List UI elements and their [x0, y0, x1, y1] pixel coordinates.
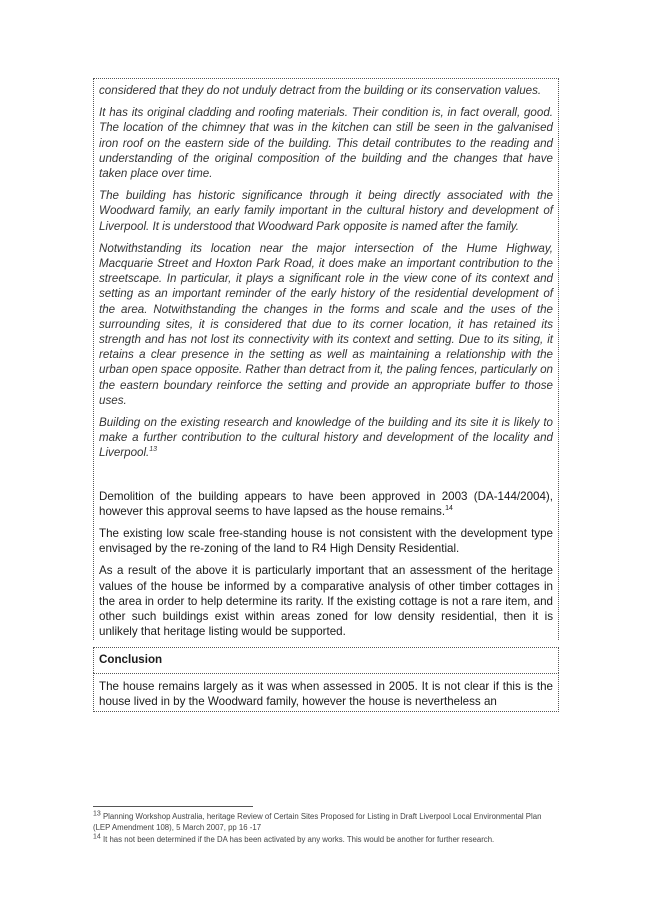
quoted-paragraph-3: The building has historic significance through it being directly associated with the Woodward family, an early family important in the cultural history and development of Liverpool. It is understood that Woodward Park opposite is named after the family. [99, 189, 553, 233]
assessment-table [93, 78, 559, 712]
footnote-13-number: 13 [93, 810, 101, 818]
conclusion-text: The house remains largely as it was when assessed in 2005. It is not clear if this is the house lived in by the Woodward family, however the house is nevertheless an [99, 679, 553, 708]
footnote-13-text: Planning Workshop Australia, heritage Review of Certain Sites Proposed for Listing in Draft Liverpool Local Environmental Plan (LEP Amendment 108), 5 March 2007, pp 16 -17 [93, 812, 542, 832]
body-paragraph-1-text: Demolition of the building appears to have been approved in 2003 (DA-144/2004), however this approval seems to have lapsed as the house remains. [99, 489, 553, 518]
spacer [99, 468, 553, 489]
quoted-paragraph-5-text: Building on the existing research and knowledge of the building and its site it is likely to make a further contribution to the cultural history and development of the locality and Liverpool. [99, 416, 553, 460]
quoted-paragraph-5 [99, 415, 553, 461]
footnote-14 [93, 835, 555, 846]
body-paragraph-3: As a result of the above it is particularly important that an assessment of the heritage values of the house be informed by a comparative analysis of other timber cottages in the area in order to help determine its rarity. If the existing cottage is not a rare item, and other such buildings exist within areas zoned for low density residential, then it is unlikely that heritage listing would be supported. [99, 564, 553, 639]
conclusion-heading: Conclusion [93, 647, 559, 673]
body-paragraph-1 [99, 489, 553, 519]
body-paragraph-2: The existing low scale free-standing house is not consistent with the development type envisaged by the re-zoning of the land to R4 High Density Residential. [99, 527, 553, 556]
quoted-paragraph-1: considered that they do not unduly detract from the building or its conservation values. [99, 84, 542, 97]
quoted-significance-block [93, 78, 559, 640]
conclusion-cell [93, 673, 559, 712]
footnote-13 [93, 812, 555, 833]
footnotes [93, 812, 555, 848]
footnote-ref-13[interactable]: 13 [149, 446, 158, 454]
footnote-14-number: 14 [93, 833, 101, 841]
quoted-paragraph-4: Notwithstanding its location near the major intersection of the Hume Highway, Macquarie Street and Hoxton Park Road, it does make an important contribution to the streetscape. In particular, it plays a significant role in the view cone of its context and setting as an important reminder of the early history of the residential development of the area. Notwithstanding the changes in the forms and scale and the uses of the surrounding sites, it is considered that due to its corner location, it has retained its strength and has not lost its connectivity with its context and setting. Due to its siting, it retains a clear presence in the setting as well as maintaining a relationship with the urban open space opposite. Rather than detract from it, the paling fences, particularly on the eastern boundary reinforce the setting and provide an appropriate buffer to those uses. [99, 241, 553, 407]
footnote-ref-14[interactable]: 14 [445, 505, 453, 513]
footnote-14-text: It has not been determined if the DA has been activated by any works. This would be another for further research. [102, 835, 495, 845]
quoted-paragraph-2: It has its original cladding and roofing materials. Their condition is, in fact overall, good. The location of the chimney that was in the kitchen can still be seen in the galvanised iron roof on the eastern side of the building. This detail contributes to the reading and understanding of the original composition of the building and the changes that have taken place over time. [99, 106, 553, 181]
footnote-separator [93, 806, 253, 807]
